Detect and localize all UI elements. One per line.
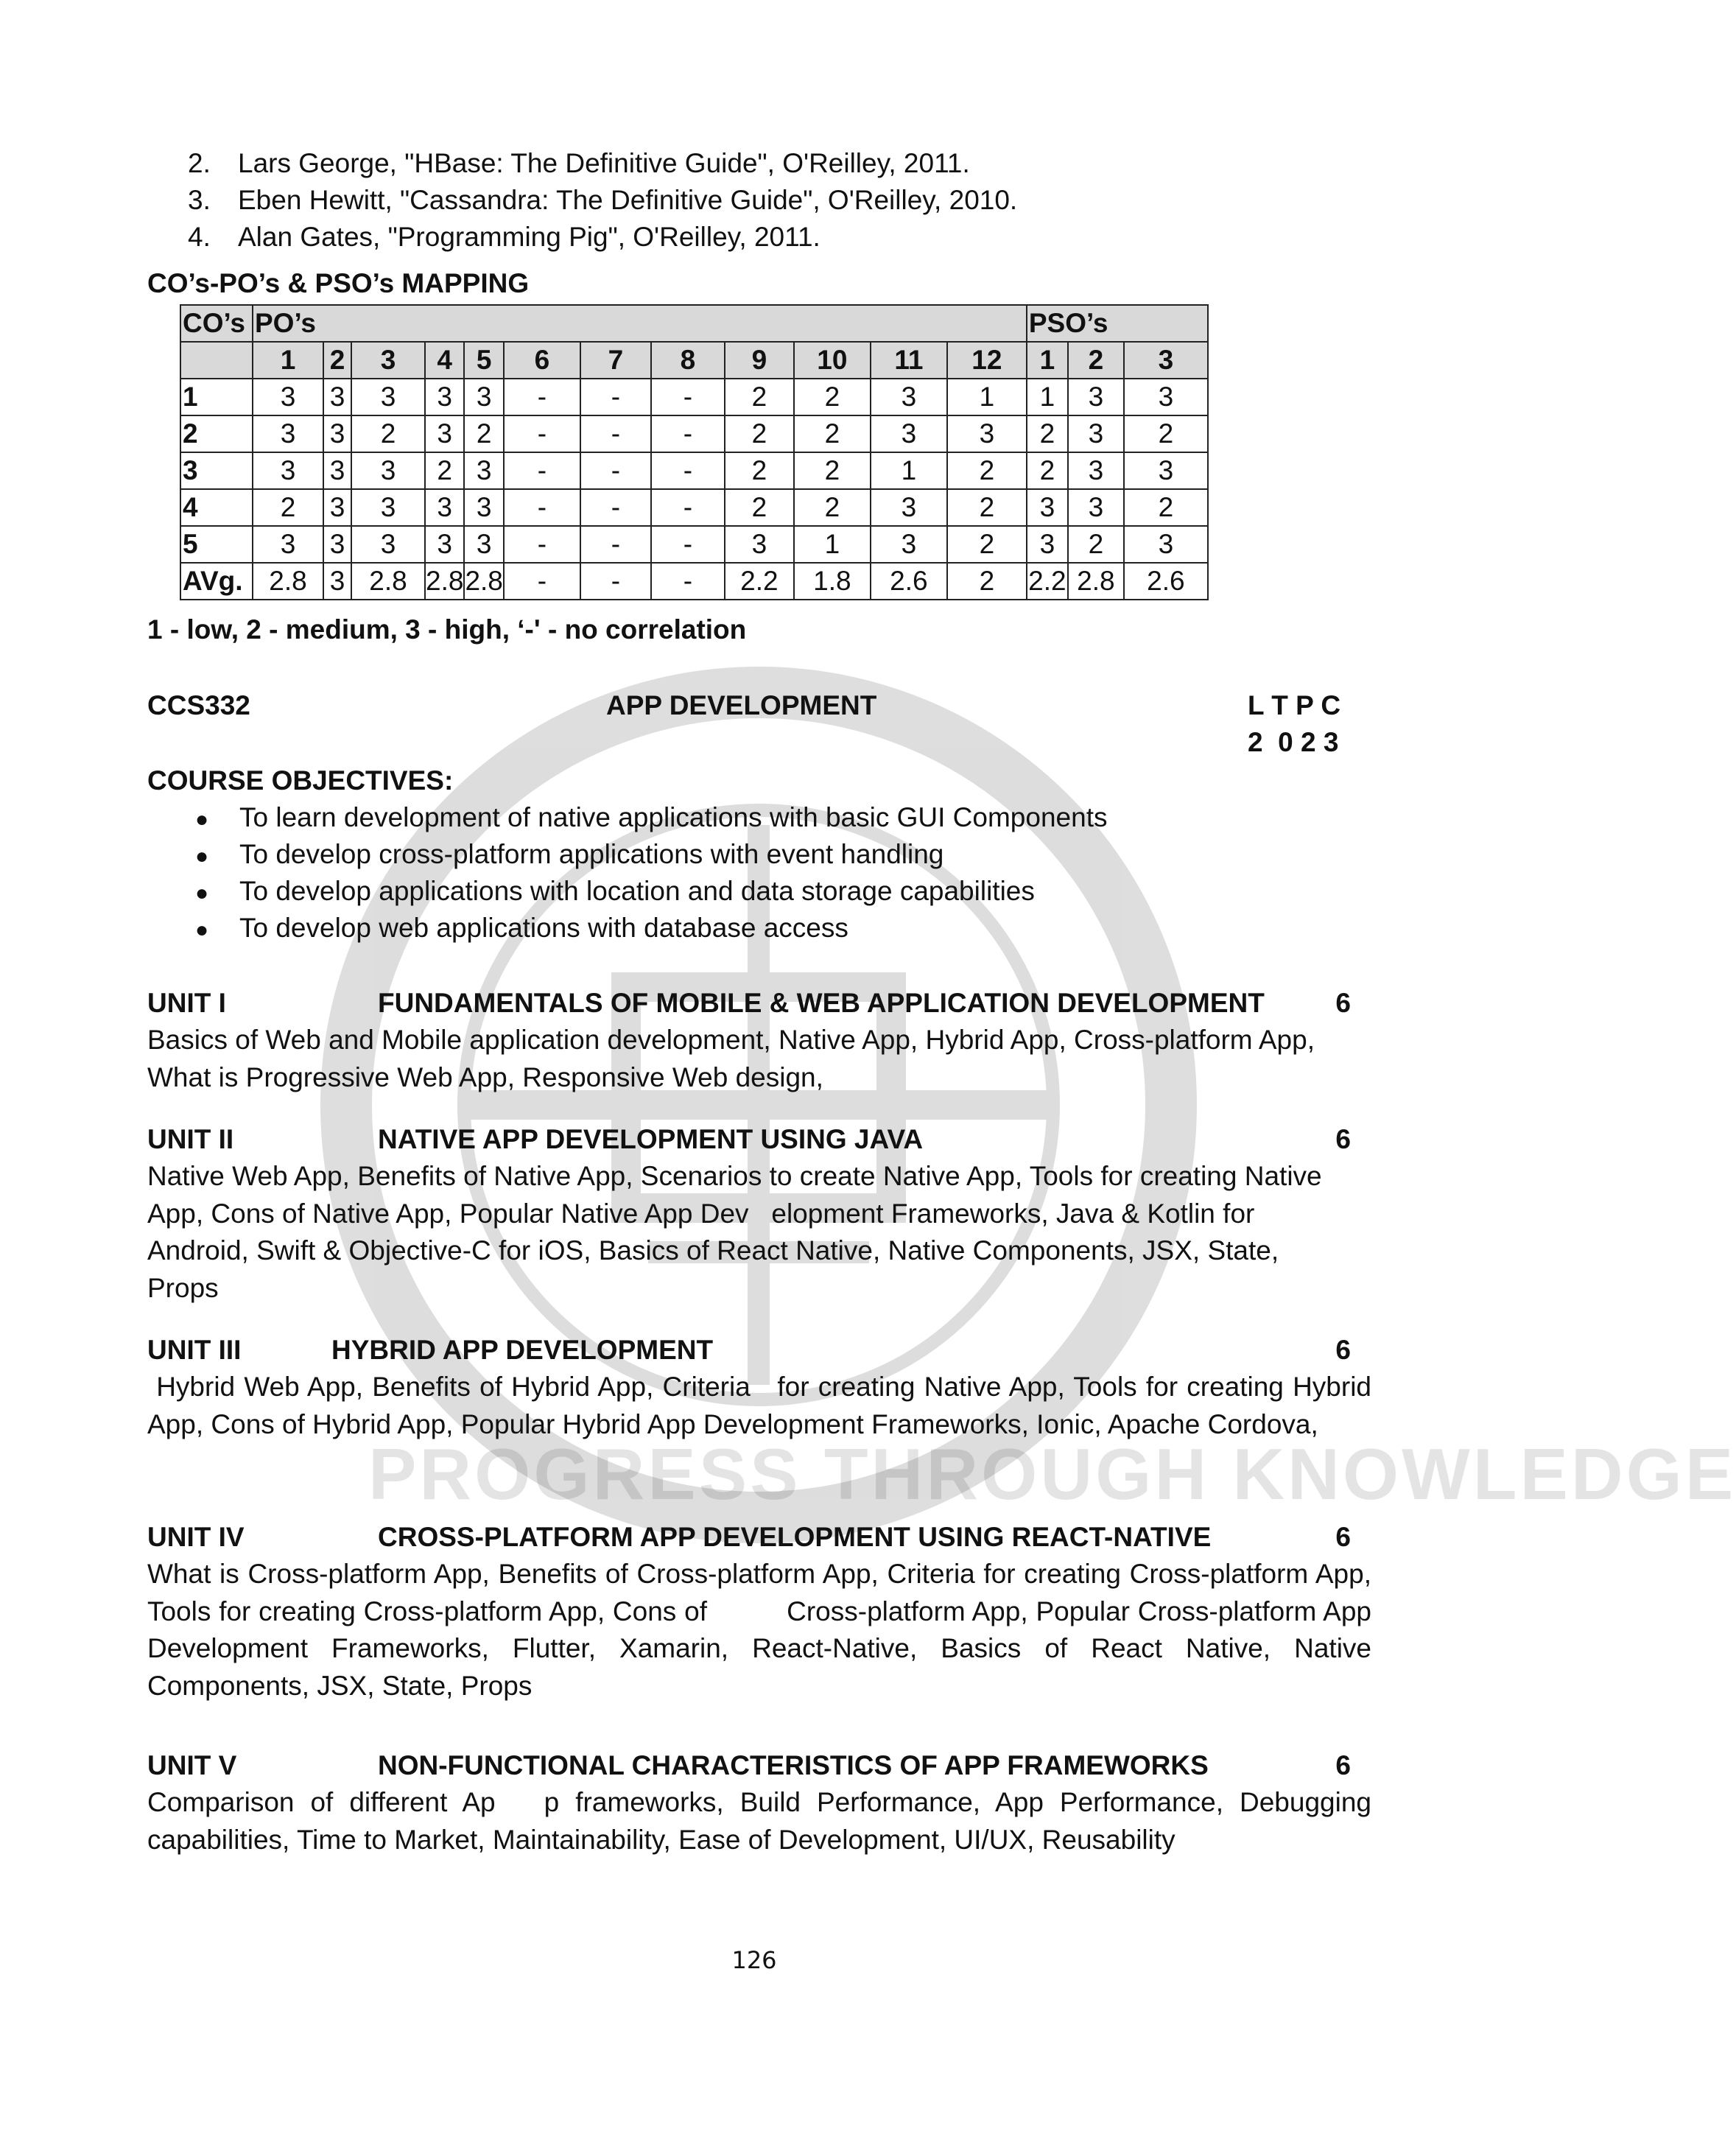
table-cell: -: [504, 526, 580, 563]
table-cell: 2: [794, 415, 871, 452]
table-cell: 3: [425, 489, 464, 526]
ltpc-label: L T P C: [1248, 690, 1341, 720]
bullet-icon: ●: [195, 807, 209, 832]
table-cell: -: [504, 415, 580, 452]
table-header-row: [180, 342, 1208, 379]
unit-description: Native Web App, Benefits of Native App, Scenarios to create Native App, Tools for creating Native App, Cons of Native App, Popular Native App Dev elopment Frameworks, Java & Kotlin for Android, Swift & Objective-C for iOS, Basics of React Native, Native Components, JSX, State, Props: [147, 1161, 1328, 1303]
table-cell: 3: [1068, 415, 1124, 452]
unit-title: HYBRID APP DEVELOPMENT: [331, 1335, 714, 1365]
table-cell: 2: [947, 526, 1027, 563]
table-cell: 3: [351, 379, 425, 415]
bullet-icon: ●: [195, 844, 209, 868]
table-cell: 1: [794, 526, 871, 563]
table-cell: 3: [253, 379, 323, 415]
table-cell: 3: [1124, 452, 1208, 489]
table-cell: 3: [1124, 379, 1208, 415]
table-cell: 2: [947, 563, 1027, 600]
page-number: 126: [731, 1946, 777, 1974]
unit-hours: 6: [1335, 1522, 1351, 1552]
table-row: [180, 452, 1208, 489]
unit-number: UNIT III: [147, 1335, 242, 1365]
table-cell: -: [580, 563, 651, 600]
unit-number: UNIT IV: [147, 1522, 245, 1552]
table-cell: 2: [725, 379, 794, 415]
table-cell: 2: [1124, 415, 1208, 452]
table-cell: 3: [323, 489, 351, 526]
objective-item: ● To develop cross-platform applications with event handling: [195, 836, 943, 875]
table-cell: 2: [794, 452, 871, 489]
row-label: 5: [180, 526, 253, 563]
column-number: 9: [725, 342, 794, 379]
table-cell: 2: [1027, 452, 1068, 489]
table-cell: 3: [323, 452, 351, 489]
unit-hours: 6: [1335, 1124, 1351, 1154]
unit-title: FUNDAMENTALS OF MOBILE & WEB APPLICATION DEVELOPMENT: [378, 988, 1265, 1018]
table-cell: 3: [871, 415, 947, 452]
table-cell: 3: [1124, 526, 1208, 563]
table-cell: 3: [464, 452, 503, 489]
course-code: CCS332: [147, 690, 250, 720]
objective-item: ● To develop web applications with database access: [195, 910, 848, 949]
reference-item: 3. Eben Hewitt, "Cassandra: The Definitive Guide", O'Reilley, 2010.: [188, 185, 1018, 215]
table-cell: 2: [725, 415, 794, 452]
table-cell: 2.6: [871, 563, 947, 600]
table-cell: -: [504, 452, 580, 489]
table-cell: -: [580, 489, 651, 526]
table-cell: 3: [253, 415, 323, 452]
table-cell: -: [651, 489, 725, 526]
table-cell: 3: [725, 526, 794, 563]
table-cell: 2.6: [1124, 563, 1208, 600]
table-row: [180, 526, 1208, 563]
table-cell: 2: [464, 415, 503, 452]
table-cell: 3: [351, 526, 425, 563]
column-number: 2: [323, 342, 351, 379]
row-label: 1: [180, 379, 253, 415]
column-number: 5: [464, 342, 503, 379]
unit-heading: [147, 1747, 1351, 1784]
table-cell: 2.2: [1027, 563, 1068, 600]
table-row: [180, 489, 1208, 526]
mapping-legend: 1 - low, 2 - medium, 3 - high, ‘-' - no correlation: [147, 614, 747, 645]
table-cell: 2: [725, 452, 794, 489]
reference-item: 4. Alan Gates, "Programming Pig", O'Reilley, 2011.: [188, 222, 820, 252]
row-label: AVg.: [180, 563, 253, 600]
table-row: [180, 415, 1208, 452]
table-cell: 3: [464, 379, 503, 415]
table-cell: -: [651, 452, 725, 489]
table-cell: 3: [1027, 489, 1068, 526]
unit-heading: [147, 1121, 1351, 1158]
header-cos: CO’s: [180, 305, 253, 342]
table-cell: 3: [947, 415, 1027, 452]
table-cell: 2.8: [464, 563, 503, 600]
table-cell: 3: [323, 415, 351, 452]
table-cell: 2: [1068, 526, 1124, 563]
table-cell: 2: [351, 415, 425, 452]
table-cell: 3: [425, 526, 464, 563]
mapping-title: CO’s-PO’s & PSO’s MAPPING: [147, 268, 530, 298]
table-cell: -: [580, 379, 651, 415]
table-cell: 3: [253, 526, 323, 563]
column-number: 1: [253, 342, 323, 379]
unit-title: CROSS-PLATFORM APP DEVELOPMENT USING REACT-NATIVE: [378, 1522, 1212, 1552]
table-cell: 2: [947, 489, 1027, 526]
unit-description: Basics of Web and Mobile application development, Native App, Hybrid App, Cross-platform App, What is Progressive Web App, Responsive Web design,: [147, 1025, 1315, 1092]
table-cell: 3: [323, 379, 351, 415]
column-number: 3: [351, 342, 425, 379]
row-label: 4: [180, 489, 253, 526]
table-cell: 3: [464, 489, 503, 526]
course-title: APP DEVELOPMENT: [606, 690, 877, 720]
unit-hours: 6: [1335, 988, 1351, 1018]
table-cell: -: [651, 563, 725, 600]
table-cell: 2: [794, 489, 871, 526]
co-po-mapping-table: [180, 304, 1209, 600]
unit-description: Hybrid Web App, Benefits of Hybrid App, Criteria for creating Native App, Tools for creating Hybrid App, Cons of Hybrid App, Popular Hybrid App Development Frameworks, Ionic, Apache Cordova,: [147, 1372, 1378, 1439]
header-psos: PSO’s: [1027, 305, 1208, 342]
table-cell: -: [651, 379, 725, 415]
table-cell: -: [504, 563, 580, 600]
objective-item: ● To learn development of native applications with basic GUI Components: [195, 799, 1107, 838]
table-cell: 3: [351, 489, 425, 526]
table-cell: 3: [1027, 526, 1068, 563]
table-cell: 3: [1068, 452, 1124, 489]
table-cell: -: [580, 415, 651, 452]
column-number: 7: [580, 342, 651, 379]
table-cell: 3: [253, 452, 323, 489]
table-cell: 3: [351, 452, 425, 489]
unit-hours: 6: [1335, 1750, 1351, 1780]
unit-heading: [147, 985, 1351, 1022]
unit-title: NON-FUNCTIONAL CHARACTERISTICS OF APP FRAMEWORKS: [378, 1750, 1209, 1780]
objectives-heading: COURSE OBJECTIVES:: [147, 765, 454, 796]
header-blank: [180, 342, 253, 379]
table-cell: -: [580, 452, 651, 489]
table-cell: -: [651, 526, 725, 563]
column-number: 8: [651, 342, 725, 379]
unit-number: UNIT I: [147, 988, 226, 1018]
unit-number: UNIT V: [147, 1750, 237, 1780]
column-number: 3: [1124, 342, 1208, 379]
row-label: 3: [180, 452, 253, 489]
table-cell: 1: [871, 452, 947, 489]
table-cell: -: [580, 526, 651, 563]
unit-heading: [147, 1332, 1351, 1369]
table-cell: 2: [947, 452, 1027, 489]
table-cell: 2: [1027, 415, 1068, 452]
unit-heading: [147, 1519, 1351, 1556]
table-cell: -: [504, 379, 580, 415]
unit-hours: 6: [1335, 1335, 1351, 1365]
table-cell: 2.8: [351, 563, 425, 600]
table-cell: 1.8: [794, 563, 871, 600]
row-label: 2: [180, 415, 253, 452]
table-header-row: [180, 305, 1208, 342]
column-number: 4: [425, 342, 464, 379]
header-pos: PO’s: [253, 305, 1027, 342]
table-cell: 2.8: [1068, 563, 1124, 600]
reference-item: 2. Lars George, "HBase: The Definitive Guide", O'Reilley, 2011.: [188, 148, 970, 178]
table-cell: 2.2: [725, 563, 794, 600]
unit-title: NATIVE APP DEVELOPMENT USING JAVA: [378, 1124, 924, 1154]
unit-number: UNIT II: [147, 1124, 234, 1154]
table-row: [180, 379, 1208, 415]
column-number: 10: [794, 342, 871, 379]
column-number: 12: [947, 342, 1027, 379]
unit-description: What is Cross-platform App, Benefits of Cross-platform App, Criteria for creating Cross-platform App, Tools for creating Cross-platform App, Cons of Cross-platform App, Popular Cross-platform App Development Frameworks, Flutter, Xamarin, React-Native, Basics of React Native, Native Components, JSX, State, Props: [147, 1559, 1380, 1701]
table-cell: 2: [794, 379, 871, 415]
table-cell: 2: [725, 489, 794, 526]
table-cell: 2.8: [253, 563, 323, 600]
table-cell: 3: [871, 526, 947, 563]
bullet-icon: ●: [195, 918, 209, 942]
column-number: 1: [1027, 342, 1068, 379]
watermark-motto: PROGRESS THROUGH KNOWLEDGE: [368, 1433, 1736, 1514]
column-number: 6: [504, 342, 580, 379]
table-cell: 2: [425, 452, 464, 489]
unit-description: Comparison of different Ap p frameworks, Build Performance, App Performance, Debugging capabilities, Time to Market, Maintainability, Ease of Development, UI/UX, Reusability: [147, 1787, 1380, 1855]
objective-item: ● To develop applications with location and data storage capabilities: [195, 873, 1035, 912]
column-number: 11: [871, 342, 947, 379]
table-cell: 3: [871, 379, 947, 415]
ltpc-values: 2 0 2 3: [1248, 727, 1339, 757]
table-cell: 3: [1068, 489, 1124, 526]
table-cell: -: [651, 415, 725, 452]
table-cell: 2: [253, 489, 323, 526]
table-cell: 3: [1068, 379, 1124, 415]
table-cell: 3: [871, 489, 947, 526]
table-cell: 3: [323, 526, 351, 563]
table-cell: 3: [425, 379, 464, 415]
column-number: 2: [1068, 342, 1124, 379]
table-cell: 3: [323, 563, 351, 600]
table-cell: 3: [425, 415, 464, 452]
table-cell: 3: [464, 526, 503, 563]
table-cell: 1: [1027, 379, 1068, 415]
table-cell: 2.8: [425, 563, 464, 600]
table-cell: 1: [947, 379, 1027, 415]
bullet-icon: ●: [195, 881, 209, 905]
table-row: [180, 563, 1208, 600]
table-cell: 2: [1124, 489, 1208, 526]
table-cell: -: [504, 489, 580, 526]
